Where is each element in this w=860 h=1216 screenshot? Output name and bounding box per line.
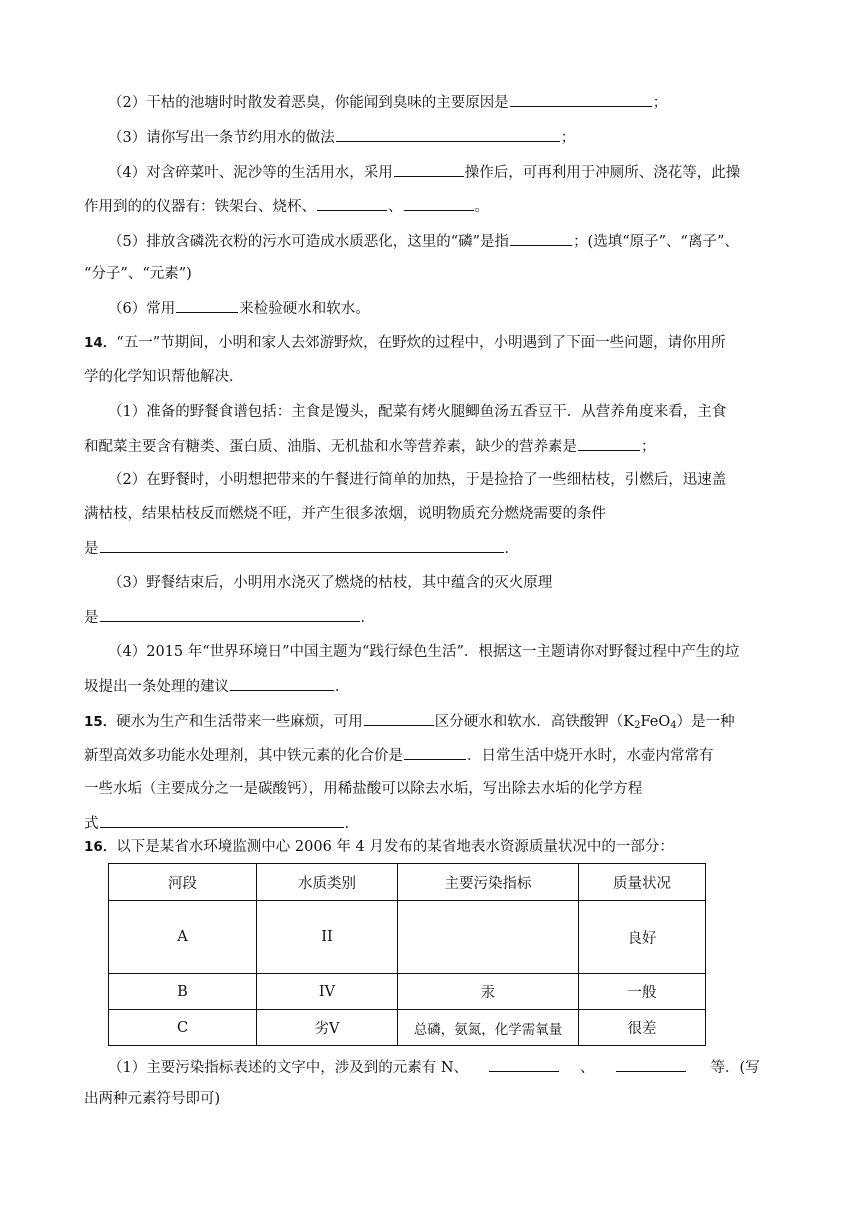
table-row (109, 974, 706, 1010)
answer-blank (336, 127, 560, 142)
table-cell: 劣V (257, 1010, 398, 1046)
answer-blank (100, 607, 360, 622)
question-number: 16． (84, 839, 117, 855)
table-cell: 一般 (579, 974, 706, 1010)
q15-line3: 一些水垢（主要成分之一是碳酸钙），用稀盐酸可以除去水垢，写出除去水垢的化学方程 (84, 781, 643, 797)
table-row (109, 1010, 706, 1046)
table-header-row (109, 864, 706, 901)
answer-blank (510, 231, 572, 246)
q16-item-1-line2: 出两种元素符号即可) (84, 1091, 221, 1107)
q14-item-2-line3: 是 ． (84, 538, 519, 559)
table-cell: B (109, 974, 257, 1010)
q14-item-4-line2: 圾提出一条处理的建议 ． (84, 676, 350, 697)
q15-line2: 新型高效多功能水处理剂，其中铁元素的化合价是 ．日常生活中烧开水时，水壶内常常有 (84, 745, 714, 766)
q15-line1: 15．硬水为生产和生活带来一些麻烦，可用 区分硬水和软水．高铁酸钾$(K_2FeO_4)$是一种 (84, 711, 735, 736)
answer-blank (176, 298, 238, 313)
table-cell: 良好 (579, 901, 706, 974)
answer-blank (100, 813, 344, 828)
table-cell (398, 901, 579, 974)
question-number: 15． (84, 714, 117, 730)
answer-blank (578, 436, 640, 451)
answer-blank (100, 538, 504, 553)
table-cell: A (109, 901, 257, 974)
q14-intro-line1: 14．“五一”节期间，小明和家人去郊游野炊，在野炊的过程中，小明遇到了下面一些问题，请你用所 (84, 335, 726, 351)
q16-item-1-line1: （1）主要污染指标表述的文字中，涉及到的元素有 N、 、 等．(写 (108, 1057, 760, 1078)
answer-blank (230, 676, 334, 691)
q14-item-1-line2: 和配菜主要含有糖类、蛋白质、油脂、无机盐和水等营养素，缺少的营养素是 ； (84, 436, 656, 457)
table-row (109, 901, 706, 974)
table-header-cell: 质量状况 (579, 864, 706, 901)
q13-item-5-line1: （5）排放含磷洗衣粉的污水可造成水质恶化，这里的“磷”是指 ；(选填“原子”、“离子”、 (108, 231, 739, 252)
answer-blank (364, 711, 434, 726)
answer-blank (394, 162, 464, 177)
table-cell: 总磷，氨氮，化学需氧量 (398, 1010, 579, 1046)
answer-blank (616, 1057, 686, 1072)
table-cell: C (109, 1010, 257, 1046)
table-cell: 汞 (398, 974, 579, 1010)
q14-intro-line2: 学的化学知识帮他解决． (84, 369, 244, 385)
q15-line4: 式 ． (84, 813, 359, 834)
answer-blank (510, 92, 652, 107)
q14-item-2-line1: （2）在野餐时，小明想把带来的午餐进行简单的加热，于是捡拾了一些细枯枝，引燃后，迅速盖 (108, 472, 727, 488)
question-number: 14． (84, 335, 117, 351)
q14-item-3-line1: （3）野餐结束后，小明用水浇灭了燃烧的枯枝，其中蕴含的灭火原理 (108, 575, 553, 591)
table-cell: IV (257, 974, 398, 1010)
q14-item-3-line2: 是 ． (84, 607, 375, 628)
table-cell: II (257, 901, 398, 974)
q13-item-2: （2）干枯的池塘时时散发着恶臭，你能闻到臭味的主要原因是 ； (108, 92, 667, 113)
q13-item-4-line1: （4）对含碎菜叶、泥沙等的生活用水，采用 操作后，可再利用于冲厕所、浇花等，此操 (108, 162, 740, 183)
q13-item-4-line2: 作用到的的仪器有：铁架台、烧杯、 、 。 (84, 196, 489, 217)
table-cell: 很差 (579, 1010, 706, 1046)
answer-blank (489, 1057, 559, 1072)
q13-item-3: （3）请你写出一条节约用水的做法 ； (108, 127, 575, 148)
q14-item-4-line1: （4）2015 年“世界环境日”中国主题为“践行绿色生活”．根据这一主题请你对野餐过程中产生的垃 (108, 644, 740, 660)
table-header-cell: 河段 (109, 864, 257, 901)
q13-item-6: （6）常用 来检验硬水和软水。 (108, 298, 370, 319)
water-quality-table (108, 863, 706, 1046)
answer-blank (404, 196, 474, 211)
q14-item-2-line2: 满枯枝，结果枯枝反而燃烧不旺，并产生很多浓烟，说明物质充分燃烧需要的条件 (84, 506, 606, 522)
answer-blank (317, 196, 387, 211)
table-header-cell: 水质类别 (257, 864, 398, 901)
q16-intro: 16．以下是某省水环境监测中心 2006 年 4 月发布的某省地表水资源质量状况中的一部分： (84, 839, 674, 855)
table-header-cell: 主要污染指标 (398, 864, 579, 901)
q14-item-1-line1: （1）准备的野餐食谱包括：主食是馒头，配菜有烤火腿鲫鱼汤五香豆干．从营养角度来看，主食 (108, 404, 727, 420)
answer-blank (404, 745, 466, 760)
q13-item-5-line2: “分子”、“元素”) (84, 266, 192, 282)
